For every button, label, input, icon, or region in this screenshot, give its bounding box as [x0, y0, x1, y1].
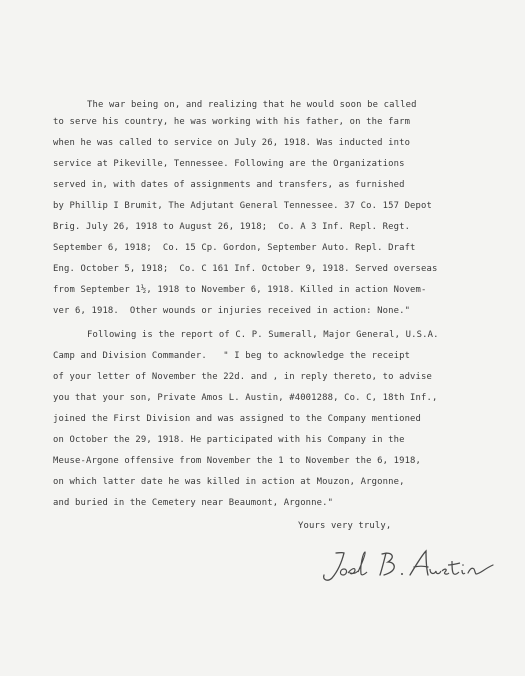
- text-line: when he was called to service on July 26, 1918. Was inducted into: [53, 138, 411, 148]
- text-line: Camp and Division Commander. " I beg to acknowledge the receipt: [53, 351, 411, 361]
- text-line: Following is the report of C. P. Sumerall, Major General, U.S.A.: [87, 330, 439, 340]
- text-line: by Phillip I Brumit, The Adjutant General Tennessee. 37 Co. 157 Depot: [53, 201, 433, 211]
- text-line: service at Pikeville, Tennessee. Following are the Organizations: [53, 159, 405, 169]
- text-line: Meuse-Argone offensive from November the 1 to November the 6, 1918,: [53, 456, 422, 466]
- text-line: of your letter of November the 22d. and , in reply thereto, to advise: [53, 372, 433, 382]
- text-line: to serve his country, he was working with his father, on the farm: [53, 117, 411, 127]
- text-line: on October the 29, 1918. He participated with his Company in the: [53, 435, 405, 445]
- text-line: on which latter date he was killed in action at Mouzon, Argonne,: [53, 477, 405, 487]
- text-line: served in, with dates of assignments and transfers, as furnished: [53, 180, 405, 190]
- text-line: ver 6, 1918. Other wounds or injuries received in action: None.": [53, 306, 411, 316]
- text-line: Eng. October 5, 1918; Co. C 161 Inf. October 9, 1918. Served overseas: [53, 264, 438, 274]
- text-line: The war being on, and realizing that he would soon be called: [87, 100, 417, 110]
- signature: [318, 545, 508, 585]
- text-line: you that your son, Private Amos L. Austin, #4001288, Co. C, 18th Inf.,: [53, 393, 438, 403]
- text-line: September 6, 1918; Co. 15 Cp. Gordon, September Auto. Repl. Draft: [53, 243, 416, 253]
- text-line: joined the First Division and was assigned to the Company mentioned: [53, 414, 422, 424]
- text-line: from September 1½, 1918 to November 6, 1918. Killed in action Novem-: [53, 285, 427, 295]
- text-line: and buried in the Cemetery near Beaumont, Argonne.": [53, 498, 334, 508]
- closing-line: Yours very truly,: [298, 521, 392, 531]
- text-line: Brig. July 26, 1918 to August 26, 1918; Co. A 3 Inf. Repl. Regt.: [53, 222, 411, 232]
